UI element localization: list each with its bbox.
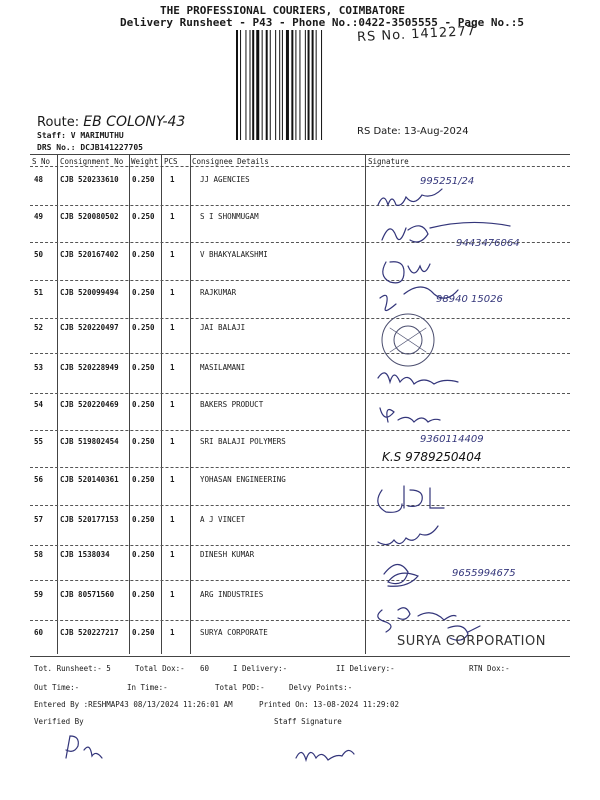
signature-49 — [382, 222, 510, 242]
cell-pcs: 1 — [170, 212, 175, 221]
entered-by: Entered By :RESHMAP43 08/13/2024 11:26:01 AM — [34, 700, 233, 709]
company-stamp-text: SURYA CORPORATION — [397, 634, 546, 649]
signature-57 — [378, 526, 438, 545]
handwritten-note: 9360114409 — [420, 434, 484, 445]
table-header-rule — [30, 166, 570, 167]
cell-consignment: CJB 520233610 — [60, 175, 119, 184]
barcode-bar — [275, 30, 276, 140]
signature-scribbles — [368, 170, 588, 650]
in-time: In Time:- — [127, 683, 168, 692]
barcode-bar — [295, 30, 296, 140]
route — [37, 114, 185, 130]
cell-consignment: CJB 519802454 — [60, 437, 119, 446]
barcode — [236, 30, 354, 140]
barcode-bar — [305, 30, 306, 140]
barcode-bar — [236, 30, 238, 140]
cell-pcs: 1 — [170, 175, 175, 184]
staff-name: Staff: V MARIMUTHU — [37, 131, 124, 140]
column-divider — [365, 154, 366, 654]
signature-48 — [378, 189, 442, 205]
round-company-stamp — [382, 314, 434, 366]
cell-sno: 50 — [34, 250, 44, 259]
verifier-signature — [66, 736, 102, 758]
rtn-dox: RTN Dox:- — [469, 664, 510, 673]
staff-signature — [296, 750, 354, 760]
cell-consignment: CJB 520220469 — [60, 400, 119, 409]
column-divider — [129, 154, 130, 654]
barcode-bar — [266, 30, 268, 140]
cell-weight: 0.250 — [132, 250, 155, 259]
cell-pcs: 1 — [170, 288, 175, 297]
cell-consignee: ARG INDUSTRIES — [200, 590, 264, 599]
delvy-points: Delvy Points:- — [289, 683, 353, 692]
company-title: THE PROFESSIONAL COURIERS, COIMBATORE — [160, 4, 406, 17]
footer-signatures — [60, 728, 380, 778]
cell-consignee: JAI BALAJI — [200, 323, 246, 332]
cell-consignee: SRI BALAJI POLYMERS — [200, 437, 286, 446]
cell-consignment: CJB 520220497 — [60, 323, 119, 332]
handwritten-note: K.S 9789250404 — [382, 450, 482, 464]
total-dox: Total Dox:- — [135, 664, 185, 673]
cell-consignment: CJB 80571560 — [60, 590, 115, 599]
cell-weight: 0.250 — [132, 288, 155, 297]
cell-pcs: 1 — [170, 590, 175, 599]
barcode-bar — [286, 30, 289, 140]
i-delivery: I Delivery:- — [233, 664, 288, 673]
cell-weight: 0.250 — [132, 175, 155, 184]
col-pcs: PCS — [164, 157, 178, 166]
cell-weight: 0.250 — [132, 363, 155, 372]
cell-consignee: A J VINCET — [200, 515, 246, 524]
drs-number: DRS No.: DCJB141227705 — [37, 143, 143, 152]
cell-sno: 51 — [34, 288, 44, 297]
cell-pcs: 1 — [170, 628, 175, 637]
route-value: EB COLONY-43 — [83, 114, 186, 130]
barcode-bar — [291, 30, 293, 140]
cell-sno: 58 — [34, 550, 44, 559]
total-pod: Total POD:- — [215, 683, 265, 692]
cell-weight: 0.250 — [132, 437, 155, 446]
cell-consignee: V BHAKYALAKSHMI — [200, 250, 268, 259]
signature-58 — [384, 564, 418, 586]
cell-weight: 0.250 — [132, 590, 155, 599]
cell-pcs: 1 — [170, 475, 175, 484]
cell-weight: 0.250 — [132, 628, 155, 637]
cell-weight: 0.250 — [132, 323, 155, 332]
cell-pcs: 1 — [170, 323, 175, 332]
cell-sno: 55 — [34, 437, 44, 446]
signature-54 — [380, 408, 440, 422]
rs-date: RS Date: 13-Aug-2024 — [357, 126, 469, 137]
barcode-bar — [256, 30, 259, 140]
signature-56 — [378, 486, 444, 512]
out-time: Out Time:- — [34, 683, 80, 692]
cell-pcs: 1 — [170, 515, 175, 524]
table-top-rule — [30, 154, 570, 155]
barcode-bar — [240, 30, 241, 140]
column-divider — [57, 154, 58, 654]
cell-consignment: CJB 520167402 — [60, 250, 119, 259]
cell-consignment: CJB 1538034 — [60, 550, 110, 559]
ii-delivery: II Delivery:- — [336, 664, 395, 673]
cell-pcs: 1 — [170, 400, 175, 409]
runsheet-subtitle: Delivery Runsheet - P43 - Phone No.:0422-3505555 - Page No.:5 — [120, 16, 524, 29]
table-bottom-rule — [30, 656, 570, 657]
barcode-bar — [308, 30, 310, 140]
cell-consignment: CJB 520080502 — [60, 212, 119, 221]
cell-consignee: JJ AGENCIES — [200, 175, 250, 184]
handwritten-note: 98940 15026 — [436, 294, 503, 305]
cell-weight: 0.250 — [132, 515, 155, 524]
col-signature: Signature — [368, 157, 409, 166]
cell-consignment: CJB 520227217 — [60, 628, 119, 637]
barcode-bar — [262, 30, 263, 140]
cell-sno: 60 — [34, 628, 44, 637]
cell-sno: 48 — [34, 175, 44, 184]
handwritten-note: 995251/24 — [420, 176, 475, 187]
cell-pcs: 1 — [170, 550, 175, 559]
cell-weight: 0.250 — [132, 475, 155, 484]
column-divider — [161, 154, 162, 654]
cell-consignment: CJB 520099494 — [60, 288, 119, 297]
cell-weight: 0.250 — [132, 212, 155, 221]
cell-consignee: SURYA CORPORATE — [200, 628, 268, 637]
cell-sno: 52 — [34, 323, 44, 332]
barcode-bar — [312, 30, 314, 140]
cell-sno: 57 — [34, 515, 44, 524]
total-dox-value: 60 — [200, 664, 210, 673]
cell-pcs: 1 — [170, 363, 175, 372]
verified-by: Verified By — [34, 717, 84, 726]
signature-51 — [380, 287, 458, 311]
cell-pcs: 1 — [170, 437, 175, 446]
cell-consignee: RAJKUMAR — [200, 288, 237, 297]
barcode-bar — [252, 30, 254, 140]
col-weight: Weight — [131, 157, 159, 166]
staff-signature-label: Staff Signature — [274, 717, 342, 726]
cell-sno: 49 — [34, 212, 44, 221]
cell-consignee: MASILAMANI — [200, 363, 246, 372]
cell-consignee: YOHASAN ENGINEERING — [200, 475, 286, 484]
barcode-bar — [250, 30, 251, 140]
cell-sno: 59 — [34, 590, 44, 599]
barcode-bar — [245, 30, 246, 140]
barcode-bar — [282, 30, 283, 140]
col-consignment: Consignment No — [60, 157, 124, 166]
barcode-bar — [316, 30, 317, 140]
handwritten-note: 9655994675 — [452, 568, 516, 579]
cell-sno: 54 — [34, 400, 44, 409]
column-divider — [190, 154, 191, 654]
cell-pcs: 1 — [170, 250, 175, 259]
cell-consignment: CJB 520177153 — [60, 515, 119, 524]
tot-runsheet: Tot. Runsheet:- 5 — [34, 664, 111, 673]
route-label: Route: — [37, 115, 80, 130]
col-consignee: Consignee Details — [192, 157, 269, 166]
handwritten-note: 9443476064 — [456, 238, 520, 249]
signature-53 — [378, 373, 458, 384]
cell-consignee: S I SHONMUGAM — [200, 212, 259, 221]
signature-50 — [383, 262, 430, 283]
barcode-bar — [321, 30, 322, 140]
col-sno: S No — [32, 157, 51, 166]
cell-consignment: CJB 520228949 — [60, 363, 119, 372]
cell-weight: 0.250 — [132, 550, 155, 559]
barcode-bar — [279, 30, 280, 140]
barcode-bar — [270, 30, 271, 140]
cell-consignee: BAKERS PRODUCT — [200, 400, 264, 409]
cell-weight: 0.250 — [132, 400, 155, 409]
printed-on: Printed On: 13-08-2024 11:29:02 — [259, 700, 399, 709]
cell-sno: 53 — [34, 363, 44, 372]
cell-sno: 56 — [34, 475, 44, 484]
cell-consignee: DINESH KUMAR — [200, 550, 255, 559]
barcode-bar — [299, 30, 300, 140]
cell-consignment: CJB 520140361 — [60, 475, 119, 484]
rs-number-stamp: RS No. 1412277 — [356, 23, 477, 46]
signature-59 — [378, 608, 456, 632]
